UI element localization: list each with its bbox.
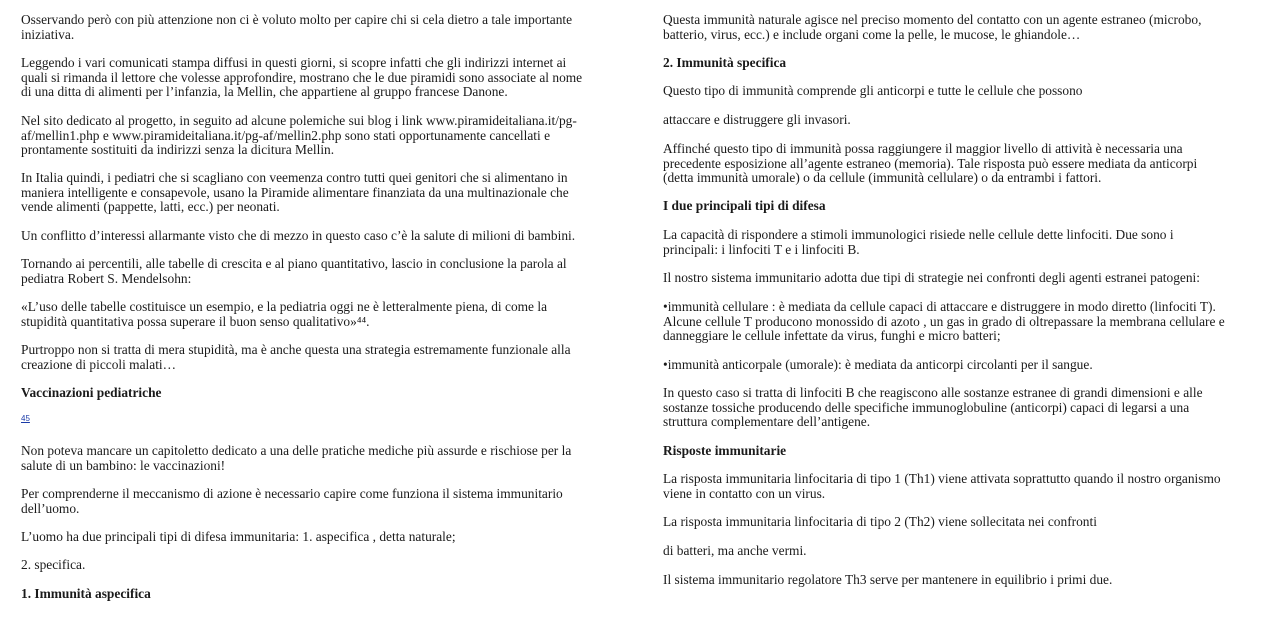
text-line: La capacità di rispondere a stimoli immunologici risiede nelle cellule dette linfociti. Due sono i [663, 227, 1174, 242]
text-line: L’uomo ha due principali tipi di difesa immunitaria: 1. aspecifica , detta naturale; [21, 529, 456, 544]
text-line: Leggendo i vari comunicati stampa diffusi in questi giorni, si scopre infatti che gli indirizzi internet ai [21, 55, 567, 70]
text-line: principali: i linfociti T e i linfociti B. [663, 241, 860, 257]
text-line: stupidità quantitativa possa superare il buon senso qualitativo»⁴⁴. [21, 313, 370, 329]
paragraph [21, 257, 625, 286]
text-line: •immunità anticorpale (umorale): è mediata da anticorpi circolanti per il sangue. [663, 357, 1093, 372]
text-line: di batteri, ma anche vermi. [663, 543, 807, 558]
text-line: viene in contatto con un virus. [663, 485, 826, 501]
footnote-link[interactable]: 45 [21, 414, 30, 423]
text-line: Questa immunità naturale agisce nel preciso momento del contatto con un agente estraneo (microbo, [663, 12, 1202, 27]
text-line: attaccare e distruggere gli invasori. [663, 112, 851, 127]
section-heading: Risposte immunitarie [663, 443, 787, 458]
text-line: vende alimenti (pappette, latti, ecc.) per neonati. [21, 199, 280, 215]
paragraph [663, 13, 1268, 42]
text-line: Il nostro sistema immunitario adotta due tipi di strategie nei confronti degli agenti estranei patogeni: [663, 270, 1200, 285]
text-line: prontamente sostituiti da indirizzi senza la dicitura Mellin. [21, 142, 335, 158]
paragraph [21, 487, 625, 516]
paragraph [663, 271, 1268, 286]
text-line: La risposta immunitaria linfocitaria di tipo 1 (Th1) viene attivata soprattutto quando il nostro organismo [663, 471, 1221, 486]
list-item [663, 358, 1268, 373]
paragraph [663, 113, 1268, 128]
paragraph [663, 573, 1268, 588]
text-line: iniziativa. [21, 26, 75, 42]
paragraph [663, 515, 1268, 530]
text-line: In Italia quindi, i pediatri che si scagliano con veemenza contro tutti quei genitori che si alimentano in [21, 170, 568, 185]
paragraph [21, 530, 625, 545]
text-line: La risposta immunitaria linfocitaria di tipo 2 (Th2) viene sollecitata nei confronti [663, 514, 1097, 529]
text-line: dell’uomo. [21, 500, 80, 516]
quote-paragraph [21, 300, 625, 329]
text-line: «L’uso delle tabelle costituisce un esempio, e la pediatria oggi ne è letteralmente piena, di come la [21, 299, 548, 314]
text-line: precedente esposizione all’agente estraneo (memoria). Tale risposta può essere mediata da anticorpi [663, 155, 1198, 171]
text-line: salute di un bambino: le vaccinazioni! [21, 457, 226, 473]
section-heading: 1. Immunità aspecifica [21, 586, 151, 601]
paragraph [663, 472, 1268, 501]
text-line: struttura complementare dell’antigene. [663, 414, 871, 430]
paragraph [21, 171, 625, 215]
text-line: Il sistema immunitario regolatore Th3 serve per mantenere in equilibrio i primi due. [663, 572, 1113, 587]
paragraph [21, 343, 625, 372]
text-line: Purtroppo non si tratta di mera stupidità, ma è anche questa una strategia estremamente funzionale alla [21, 342, 571, 357]
paragraph [663, 228, 1268, 257]
paragraph [21, 114, 625, 158]
section-heading: Vaccinazioni pediatriche [21, 385, 162, 400]
text-line: batterio, virus, ecc.) e include organi come la pelle, le mucose, le ghiandole… [663, 26, 1081, 42]
text-line: danneggiare le cellule infettate da virus, funghi e micro batteri; [663, 328, 1001, 344]
list-item [663, 300, 1268, 344]
text-line: maniera intelligente e consapevole, usano la Piramide alimentare finanziata da una multinazionale che [21, 184, 569, 200]
paragraph [21, 56, 625, 100]
text-line: quali si rimanda il lettore che volesse approfondire, mostrano che le due piramidi sono associate al nome [21, 69, 583, 85]
text-line: pediatra Robert S. Mendelsohn: [21, 270, 192, 286]
paragraph [663, 386, 1268, 430]
text-line: (detta immunità umorale) o da cellule (immunità cellulare) o da entrambi i fattori. [663, 170, 1102, 186]
text-line: creazione di piccoli malati… [21, 356, 177, 372]
paragraph [663, 544, 1268, 559]
paragraph [663, 84, 1268, 99]
text-line: Affinché questo tipo di immunità possa raggiungere il maggior livello di attività è necessaria una [663, 141, 1183, 156]
section-heading: 2. Immunità specifica [663, 55, 787, 70]
paragraph [21, 229, 625, 244]
paragraph [21, 13, 625, 42]
text-line: sostanze tossiche producendo delle specifiche immunoglobuline (anticorpi) capaci di legarsi a una [663, 399, 1190, 415]
text-line: 2. specifica. [21, 557, 86, 572]
paragraph [21, 444, 625, 473]
text-line: af/mellin1.php e www.piramideitaliana.it/pg-af/mellin2.php sono stati opportunamente cancellati e [21, 127, 551, 143]
text-line: Nel sito dedicato al progetto, in seguito ad alcune polemiche sui blog i link www.piramideitaliana.it/pg- [21, 113, 577, 128]
text-line: Osservando però con più attenzione non ci è voluto molto per capire chi si cela dietro a tale importante [21, 12, 573, 27]
paragraph [21, 558, 625, 573]
paragraph [663, 142, 1268, 186]
text-line: di una ditta di alimenti per l’infanzia, la Mellin, che appartiene al gruppo francese Danone. [21, 84, 508, 100]
text-line: •immunità cellulare : è mediata da cellule capaci di attaccare e distruggere in modo diretto (linfociti T). [663, 299, 1216, 314]
text-line: In questo caso si tratta di linfociti B che reagiscono alle sostanze estranee di grandi dimensioni e alle [663, 385, 1203, 400]
text-line: Non poteva mancare un capitoletto dedicato a una delle pratiche mediche più assurde e rischiose per la [21, 443, 572, 458]
text-line: Per comprenderne il meccanismo di azione è necessario capire come funziona il sistema immunitario [21, 486, 563, 501]
text-line: Un conflitto d’interessi allarmante visto che di mezzo in questo caso c’è la salute di milioni di bambini. [21, 228, 576, 243]
text-line: Tornando ai percentili, alle tabelle di crescita e al piano quantitativo, lascio in conclusione la parola al [21, 256, 567, 271]
section-heading: I due principali tipi di difesa [663, 198, 826, 213]
text-line: Alcune cellule T producono monossido di azoto , un gas in grado di oltrepassare la membrana cellulare e [663, 313, 1225, 329]
text-line: Questo tipo di immunità comprende gli anticorpi e tutte le cellule che possono [663, 83, 1083, 98]
